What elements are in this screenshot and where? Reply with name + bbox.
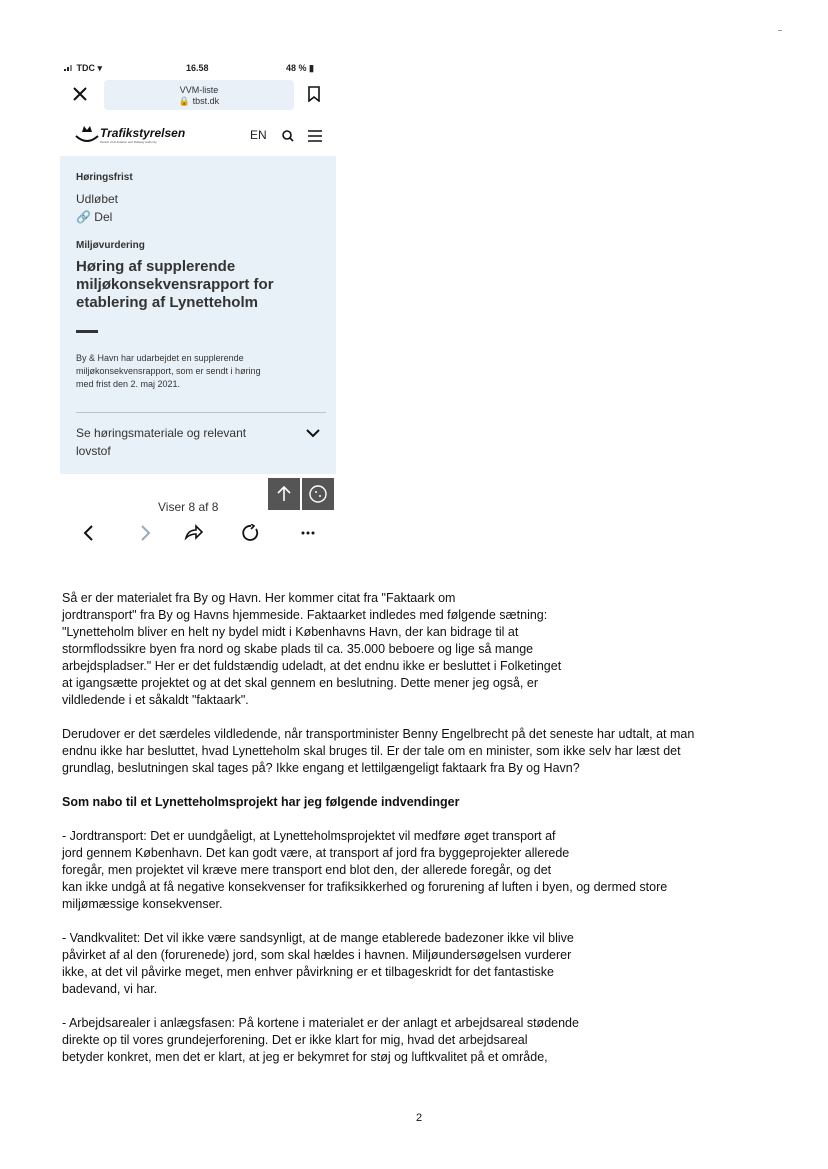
deadline-label: Høringsfrist: [76, 172, 133, 183]
carrier-label: [64, 63, 102, 74]
text-line: - Arbejdsarealer i anlægsfasen: På kortene i materialet er der anlagt et arbejdsareal stødende: [62, 1016, 579, 1030]
carrier-text: TDC: [76, 63, 96, 73]
text-line: Så er der materialet fra By og Havn. Her kommer citat fra "Faktaark om: [62, 591, 456, 605]
close-icon: [72, 86, 88, 102]
url-host: tbst.dk: [192, 96, 220, 106]
more-icon[interactable]: [300, 524, 316, 542]
page-number: 2: [416, 1112, 423, 1124]
wifi-icon: ▾: [97, 63, 103, 73]
url-text: [104, 96, 294, 107]
text-line: - Jordtransport: Det er uundgåeligt, at Lynetteholmsprojektet vil medføre øget transport af: [62, 829, 556, 843]
close-button[interactable]: [72, 80, 88, 109]
text-line: foregår, men projektet vil kræve mere transport end blot den, der allerede foregår, og det: [62, 863, 552, 877]
hearing-card: [60, 156, 336, 474]
signal-icon: [64, 64, 74, 71]
language-switch[interactable]: EN: [250, 128, 267, 142]
arrow-up-icon: [268, 478, 300, 510]
cookie-button[interactable]: [302, 478, 334, 510]
title-line: etablering af Lynetteholm: [76, 294, 258, 311]
share-label: Del: [94, 210, 113, 224]
expander-line: Se høringsmateriale og relevant: [76, 426, 247, 440]
text-line: ikke, at det vil påvirke meget, men enhver påvirkning er et tilbageskridt for det fantastiske: [62, 965, 554, 979]
text-line: endnu ikke har besluttet, hvad Lynetteholm skal bruges til. Er der tale om en minister, som ikke selv har læst det: [62, 744, 681, 758]
lock-icon: 🔒: [178, 96, 191, 106]
cookie-icon: [302, 478, 334, 510]
search-icon[interactable]: [282, 130, 294, 142]
browser-bar: [60, 78, 336, 112]
crown-logo-icon[interactable]: [74, 122, 100, 144]
text-line: Derudover er det særdeles vildledende, når transportminister Benny Engelbrecht på det seneste har udtalt, at man: [62, 727, 695, 741]
paragraph-intro: [62, 590, 802, 709]
menu-icon[interactable]: [308, 130, 322, 142]
battery-icon: ▮: [309, 63, 314, 73]
text-line: direkte op til vores grundejerforening. Det er ikke klart for mig, hvad det arbejdsareal: [62, 1033, 528, 1047]
title-line: miljøkonsekvensrapport for: [76, 276, 274, 293]
site-header: [60, 118, 336, 152]
scroll-top-button[interactable]: [268, 478, 300, 510]
paragraph-soil-transport: [62, 828, 802, 913]
hearing-description: [76, 352, 326, 391]
battery-status: [286, 63, 314, 74]
browser-toolbar: [60, 518, 336, 548]
text-line: arbejdspladser." Her er det fuldstændig udeladt, at det endnu ikke er besluttet i Folketinget: [62, 659, 562, 673]
text-line: stormflodssikre byen fra nord og skabe plads til ca. 35.000 beboere og lige så mange: [62, 642, 534, 656]
paragraph-water-quality: [62, 930, 802, 998]
url-bar[interactable]: [104, 80, 294, 110]
text-line: grundlag, beslutningen skal tages på? Ikke engang et lettilgængeligt faktaark fra By og Havn?: [62, 761, 580, 775]
paragraph-work-areas: [62, 1015, 802, 1066]
paragraph-minister: [62, 726, 802, 777]
deadline-value: Udløbet: [76, 192, 119, 206]
materials-expander[interactable]: [76, 424, 326, 460]
pager-text: Viser 8 af 8: [158, 500, 219, 514]
objections-heading: Som nabo til et Lynetteholmsprojekt har jeg følgende indvendinger: [62, 795, 460, 809]
share-link[interactable]: [76, 210, 112, 224]
text-line: jordtransport" fra By og Havns hjemmeside. Faktaarket indledes med følgende sætning:: [62, 608, 548, 622]
text-line: jord gennem København. Det kan godt være, at transport af jord fra byggeprojekter allerede: [62, 846, 570, 860]
desc-line: miljøkonsekvensrapport, som er sendt i høring: [76, 366, 261, 376]
text-line: at igangsætte projektet og at det skal gennem en beslutning. Dette mener jeg også, er: [62, 676, 538, 690]
chevron-down-icon[interactable]: [306, 428, 320, 438]
text-line: - Vandkvalitet: Det vil ikke være sandsynligt, at de mange etablerede badezoner ikke vil blive: [62, 931, 574, 945]
brand-name[interactable]: Trafikstyrelsen: [100, 126, 186, 140]
text-line: badevand, vi har.: [62, 982, 158, 996]
hearing-title: [76, 258, 326, 312]
text-line: miljømæssige konsekvenser.: [62, 897, 223, 911]
desc-line: med frist den 2. maj 2021.: [76, 379, 181, 389]
back-icon[interactable]: [82, 524, 96, 542]
reload-icon[interactable]: [242, 524, 260, 542]
page-title: VVM-liste: [179, 85, 219, 95]
bookmark-icon[interactable]: [308, 86, 320, 102]
share-icon[interactable]: [184, 524, 204, 542]
desc-line: By & Havn har udarbejdet en supplerende: [76, 353, 244, 363]
text-line: kan ikke undgå at få negative konsekvenser for trafiksikkerhed og forurening af luften i byen, og dermed store: [62, 880, 668, 894]
status-bar: [60, 56, 336, 78]
title-line: Høring af supplerende: [76, 258, 236, 275]
text-line: "Lynetteholm bliver en helt ny bydel midt i Københavns Havn, der kan bidrage til at: [62, 625, 519, 639]
text-line: vildledende i et såkaldt "faktaark".: [62, 693, 249, 707]
scan-mark: [778, 30, 782, 31]
section-divider: [76, 412, 326, 413]
link-icon: 🔗: [76, 210, 91, 224]
brand-subtitle: Danish Civil Aviation and Railway Authority: [100, 140, 157, 144]
status-time: 16.58: [186, 63, 209, 73]
text-line: påvirket af al den (forurenede) jord, som skal hældes i havnen. Miljøundersøgelsen vurderer: [62, 948, 572, 962]
title-divider: [76, 330, 98, 333]
battery-text: 48 %: [286, 63, 307, 73]
phone-screenshot: [60, 56, 336, 552]
forward-icon[interactable]: [138, 524, 152, 542]
letter-body: [62, 590, 802, 1066]
text-line: betyder konkret, men det er klart, at jeg er bekymret for støj og luftkvalitet på et område,: [62, 1050, 548, 1064]
expander-line: lovstof: [76, 444, 111, 458]
category-label: Miljøvurdering: [76, 240, 145, 251]
